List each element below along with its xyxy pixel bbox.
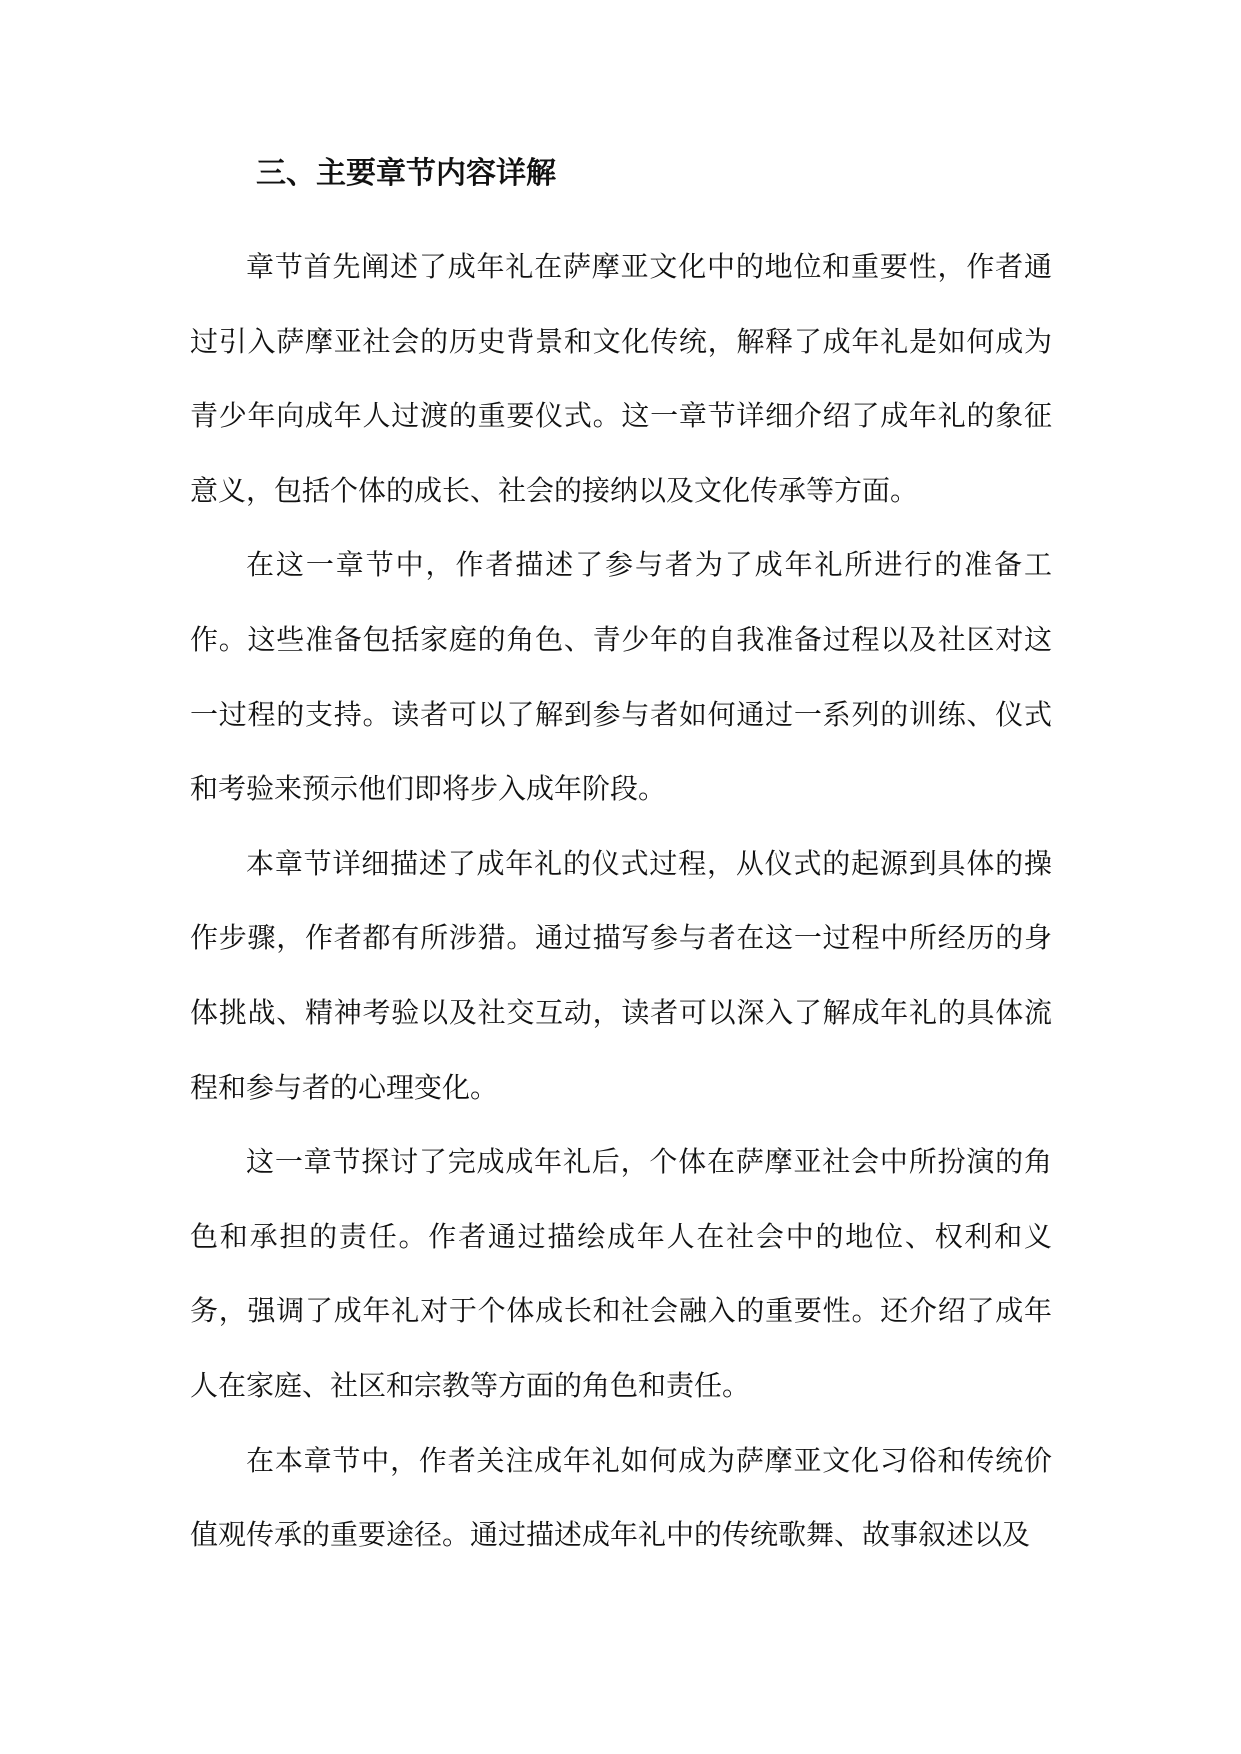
paragraph: 本章节详细描述了成年礼的仪式过程，从仪式的起源到具体的操作步骤，作者都有所涉猎。通过描写参与者在这一过程中所经历的身体挑战、精神考验以及社交互动，读者可以深入了解成年礼的具体流程和参与者的心理变化。 (190, 846, 1052, 1104)
paragraph: 章节首先阐述了成年礼在萨摩亚文化中的地位和重要性，作者通过引入萨摩亚社会的历史背景和文化传统，解释了成年礼是如何成为青少年向成年人过渡的重要仪式。这一章节详细介绍了成年礼的象征意义，包括个体的成长、社会的接纳以及文化传承等方面。 (190, 250, 1052, 507)
paragraph: 在本章节中，作者关注成年礼如何成为萨摩亚文化习俗和传统价值观传承的重要途径。通过描述成年礼中的传统歌舞、故事叙述以及 (190, 1443, 1052, 1552)
paragraph: 在这一章节中，作者描述了参与者为了成年礼所进行的准备工作。这些准备包括家庭的角色、青少年的自我准备过程以及社区对这一过程的支持。读者可以了解到参与者如何通过一系列的训练、仪式和考验来预示他们即将步入成年阶段。 (190, 548, 1052, 806)
body-text (190, 230, 1052, 1573)
paragraph: 这一章节探讨了完成成年礼后，个体在萨摩亚社会中所扮演的角色和承担的责任。作者通过描绘成年人在社会中的地位、权利和义务，强调了成年礼对于个体成长和社会融入的重要性。还介绍了成年人在家庭、社区和宗教等方面的角色和责任。 (190, 1145, 1052, 1402)
section-heading: 三、主要章节内容详解 (256, 156, 556, 191)
